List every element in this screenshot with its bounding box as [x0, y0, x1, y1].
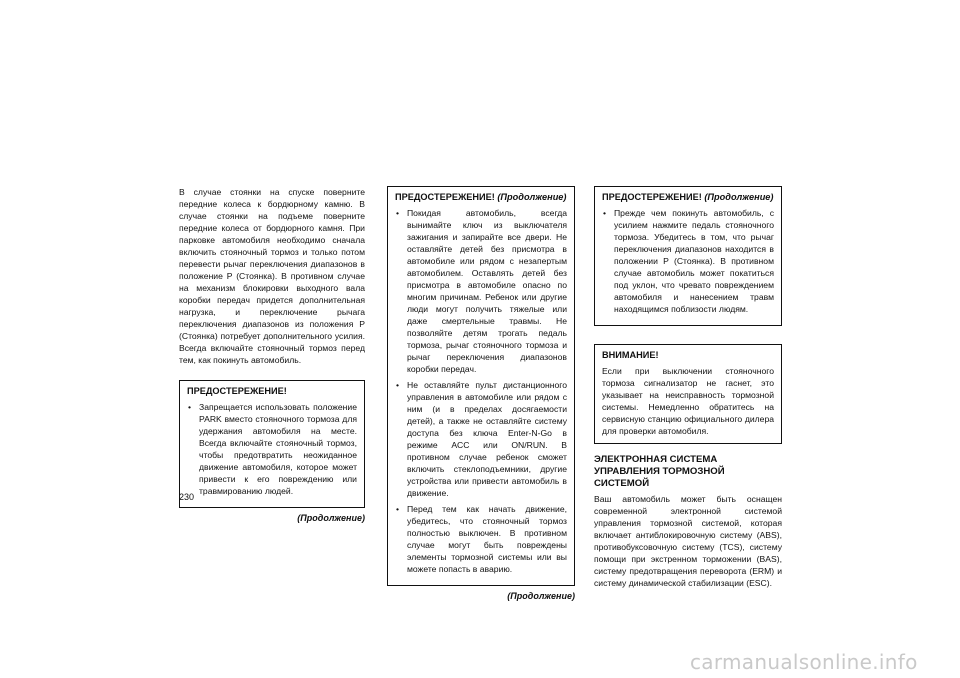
section-title: ЭЛЕКТРОННАЯ СИСТЕМА УПРАВЛЕНИЯ ТОРМОЗНОЙ СИСТЕМОЙ [594, 454, 725, 489]
caution-text: Если при выключении стояночного тормоза сигнализатор не гаснет, это указывает на неисправность тормозной системы. Немедленно обратитесь на сервисную станцию официального дилера для проверки автомобиля. [602, 366, 774, 436]
warning-list [187, 401, 357, 497]
warning-box-1 [179, 380, 365, 508]
warning-box-3 [594, 186, 782, 326]
warning-title: ПРЕДОСТЕРЕЖЕНИЕ! [602, 192, 702, 202]
warning-title: ПРЕДОСТЕРЕЖЕНИЕ! [395, 192, 495, 202]
warning-item: • Прежде чем покинуть автомобиль, с усилием нажмите педаль стояночного тормоза. Убедитесь в том, что рычаг переключения диапазонов находится в положении P (Стоянка). В противном случае автомобиль может покатиться под уклон, что чревато повреждением автомобиля и нанесением травм находящимся поблизости людям. [602, 207, 774, 315]
warning-continued: (Продолжение) [497, 192, 567, 202]
column-2 [387, 186, 575, 602]
watermark: carmanualsonline.info [690, 650, 918, 674]
page-number: 230 [179, 492, 195, 502]
caution-title: ВНИМАНИЕ! [602, 350, 659, 360]
column-1 [179, 186, 365, 524]
continued-label: (Продолжение) [507, 591, 575, 601]
warning-item: • Покидая автомобиль, всегда вынимайте ключ из выключателя зажигания и запирайте все двери. Не оставляйте детей без присмотра в автомобиле или рядом с незапертым автомобилем. Оставлять детей без присмотра в автомобиле опасно по многим причинам. Ребенок или другие люди могут получить тяжелые или даже смертельные травмы. Не позволяйте детям трогать педаль тормоза, рычаг стояночного тормоза и рычаг переключения диапазонов коробки передач. [395, 207, 567, 375]
warning-item: • Запрещается использовать положение PARK вместо стояночного тормоза для удержания автомобиля на месте. Всегда включайте стояночный тормоз, чтобы предотвратить неожиданное движение автомобиля, которое может привести к его повреждению или травмированию людей. [187, 401, 357, 497]
warning-item: • Перед тем как начать движение, убедитесь, что стояночный тормоз полностью выключен. В противном случае могут быть повреждены элементы тормозной системы или вы можете попасть в аварию. [395, 503, 567, 575]
section-paragraph: Ваш автомобиль может быть оснащен современной электронной системой управления тормозной системой, которая включает антиблокировочную систему (ABS), противобуксовочную систему (TCS), систему помощи при экстренном торможении (BAS), систему предотвращения переворота (ERM) и систему динамической стабилизации (ESC). [594, 494, 782, 588]
column-3 [594, 186, 782, 589]
warning-item: • Не оставляйте пульт дистанционного управления в автомобиле или рядом с ним (и в пределах досягаемости детей), а также не оставляйте систему доступа без ключа Enter-N-Go в режиме ACC или ON/RUN. В противном случае ребенок сможет включить стеклоподъемники, другие устройства или привести автомобиль в движение. [395, 379, 567, 499]
warning-continued: (Продолжение) [704, 192, 774, 202]
parking-paragraph: В случае стоянки на спуске поверните передние колеса к бордюрному камню. В случае стоянки на подъеме поверните передние колеса от бордюрного камня. При парковке автомобиля необходимо сначала включить стояночный тормоз и только потом перевести рычаг переключения диапазонов в положение P (Стоянка). В противном случае на механизм блокировки выходного вала коробки передач придется дополнительная нагрузка, и переключение рычага переключения диапазонов из положения P (Стоянка) потребует дополнительного усилия. Всегда включайте стояночный тормоз перед тем, как покинуть автомобиль. [179, 187, 365, 365]
warning-box-2 [387, 186, 575, 586]
warning-list [395, 207, 567, 575]
continued-label: (Продолжение) [297, 513, 365, 523]
caution-box [594, 344, 782, 444]
warning-title: ПРЕДОСТЕРЕЖЕНИЕ! [187, 386, 287, 396]
warning-list [602, 207, 774, 315]
